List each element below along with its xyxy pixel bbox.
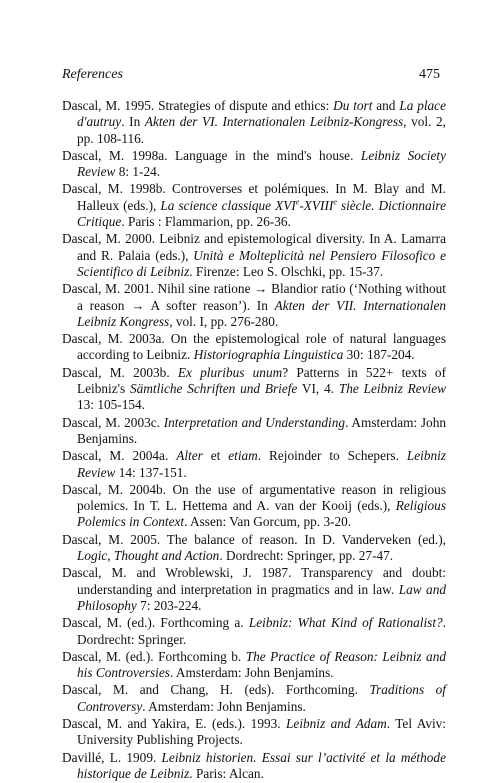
page-number: 475 bbox=[419, 67, 440, 82]
reference-text: . Dordrecht: Springer, pp. 27-47. bbox=[219, 548, 394, 564]
reference-italic-title: La place d'autruy bbox=[77, 98, 446, 130]
reference-italic-title: -XVIII bbox=[299, 197, 334, 213]
reference-text: Dascal, M. 2003c. bbox=[62, 414, 164, 430]
reference-text: Dascal, M. 2000. Leibniz and epistemological diversity. In A. Lamarra and R. Palaia (eds.), bbox=[62, 231, 446, 263]
reference-text: . Rejoinder to Schepers. bbox=[257, 448, 407, 464]
reference-entry bbox=[62, 181, 446, 230]
reference-text: . Paris: Alcan. bbox=[189, 765, 264, 781]
reference-italic-title: Unità e Molteplicità nel Pensiero Filosofico e Scientifico di Leibniz bbox=[77, 247, 446, 279]
reference-text: Dascal, M. 2004b. On the use of argumentative reason in religious polemics. In T. L. Hettema and A. van der Kooij (eds.), bbox=[62, 481, 446, 514]
reference-italic-title: Leibniz historien. Essai sur l’activité et la méthode historique de Leibniz bbox=[77, 749, 446, 781]
reference-entry bbox=[62, 365, 446, 414]
reference-text: 8: 1-24. bbox=[115, 164, 161, 180]
reference-entry bbox=[62, 716, 446, 749]
reference-italic-title: Interpretation and Understanding bbox=[163, 414, 346, 430]
reference-text: Dascal, M. (ed.). Forthcoming b. bbox=[62, 648, 246, 664]
reference-text: VI, 4. bbox=[297, 381, 339, 397]
reference-text: Dascal, M. 1998b. Controverses et polémiques. In M. Blay and M. Halleux (eds.), bbox=[62, 181, 446, 213]
reference-italic-title: The Practice of Reason: Leibniz and his Controversies bbox=[77, 648, 446, 681]
reference-entry bbox=[62, 532, 446, 565]
reference-entry bbox=[62, 148, 446, 181]
reference-text: Dascal, M. 2001. Nihil sine ratione → Blandior ratio (‘Nothing without a reason → A softer reason’). In bbox=[62, 281, 446, 313]
reference-text: Dascal, M. 2005. The balance of reason. In D. Vanderveken (ed.), bbox=[62, 531, 446, 547]
reference-entry bbox=[62, 649, 446, 682]
reference-entry bbox=[62, 482, 446, 531]
reference-text: Dascal, M. (ed.). Forthcoming a. bbox=[62, 615, 249, 631]
reference-text: Davillé, L. 1909. bbox=[62, 749, 162, 765]
reference-superscript: e bbox=[333, 197, 337, 207]
reference-text: , vol. I, pp. 276-280. bbox=[169, 313, 279, 329]
reference-entry bbox=[62, 682, 446, 715]
reference-text: . Paris : Flammarion, pp. 26-36. bbox=[121, 214, 291, 230]
reference-text: 7: 203-224. bbox=[136, 597, 202, 613]
reference-text: Dascal, M. and Chang, H. (eds). Forthcoming. bbox=[62, 682, 370, 698]
reference-text: , vol. 2, pp. 108-116. bbox=[77, 114, 446, 146]
reference-italic-title: Ex pluribus unum bbox=[177, 364, 283, 380]
reference-text: Dascal, M. 2003a. On the epistemological role of natural languages according to Leibniz. bbox=[62, 331, 446, 363]
reference-italic-title: Akten der VI. Internationalen Leibniz-Kongress bbox=[144, 114, 404, 130]
reference-entry bbox=[62, 615, 446, 648]
reference-text: . Tel Aviv: University Publishing Projects. bbox=[77, 715, 446, 748]
reference-text: 30: 187-204. bbox=[343, 347, 415, 363]
reference-italic-title: Religious Polemics in Context bbox=[77, 498, 446, 530]
reference-text: . Amsterdam: John Benjamins. bbox=[142, 698, 306, 714]
reference-text: 14: 137-151. bbox=[115, 464, 187, 480]
reference-italic-title: Historiographia Linguistica bbox=[193, 347, 344, 363]
reference-text: 13: 105-154. bbox=[77, 397, 145, 413]
reference-text: Dascal, M. 2003b. bbox=[62, 364, 178, 380]
reference-text: et bbox=[202, 448, 229, 464]
reference-superscript: e bbox=[295, 197, 300, 207]
reference-text: . Firenze: Leo S. Olschki, pp. 15-37. bbox=[189, 263, 384, 279]
reference-italic-title: Sämtliche Schriften und Briefe bbox=[130, 381, 298, 397]
reference-entry bbox=[62, 750, 446, 783]
reference-italic-title: Du tort bbox=[333, 98, 373, 113]
reference-italic-title: Traditions of Controversy bbox=[77, 682, 446, 714]
reference-entry bbox=[62, 281, 446, 330]
reference-text: . In bbox=[121, 114, 145, 130]
reference-entry bbox=[62, 565, 446, 614]
reference-text: . Amsterdam: John Benjamins. bbox=[169, 665, 334, 681]
reference-text: Dascal, M. 2004a. bbox=[62, 448, 177, 464]
reference-italic-title: etiam bbox=[228, 448, 258, 464]
reference-text: . Amsterdam: John Benjamins. bbox=[77, 414, 447, 446]
reference-text: Dascal, M. and Yakira, E. (eds.). 1993. bbox=[62, 715, 287, 731]
reference-entry bbox=[62, 98, 446, 147]
reference-entry bbox=[62, 415, 446, 448]
running-title: References bbox=[62, 67, 123, 82]
reference-text: Dascal, M. and Wroblewski, J. 1987. Transparency and doubt: understanding and interpretation in pragmatics and in law. bbox=[62, 565, 446, 597]
reference-entry bbox=[62, 331, 446, 364]
reference-text: Dascal, M. 1995. Strategies of dispute and ethics: bbox=[62, 98, 334, 113]
reference-italic-title: The Leibniz Review bbox=[338, 381, 446, 397]
reference-text: . Dordrecht: Springer. bbox=[77, 615, 447, 647]
reference-italic-title: Logic, Thought and Action bbox=[77, 548, 220, 564]
reference-text: ? Patterns in 522+ texts of Leibniz's bbox=[77, 364, 446, 397]
reference-text: and bbox=[372, 98, 400, 113]
reference-italic-title: Alter bbox=[176, 448, 203, 464]
reference-italic-title: Akten der VII. Internationalen Leibniz Kongress bbox=[77, 297, 446, 329]
reference-italic-title: Leibniz and Adam bbox=[286, 715, 387, 731]
reference-italic-title: siècle. Dictionnaire Critique bbox=[77, 197, 446, 230]
reference-list bbox=[62, 98, 446, 783]
reference-entry bbox=[62, 231, 446, 280]
reference-text: Dascal, M. 1998a. Language in the mind's house. bbox=[62, 147, 361, 163]
reference-italic-title: Leibniz: What Kind of Rationalist? bbox=[248, 615, 443, 631]
reference-italic-title: Law and Philosophy bbox=[77, 581, 446, 613]
reference-italic-title: La science classique XVI bbox=[160, 197, 296, 213]
reference-italic-title: Leibniz Review bbox=[77, 448, 446, 480]
reference-italic-title: Leibniz Society Review bbox=[77, 147, 446, 180]
reference-entry bbox=[62, 448, 446, 481]
reference-text: . Assen: Van Gorcum, pp. 3-20. bbox=[184, 514, 352, 530]
